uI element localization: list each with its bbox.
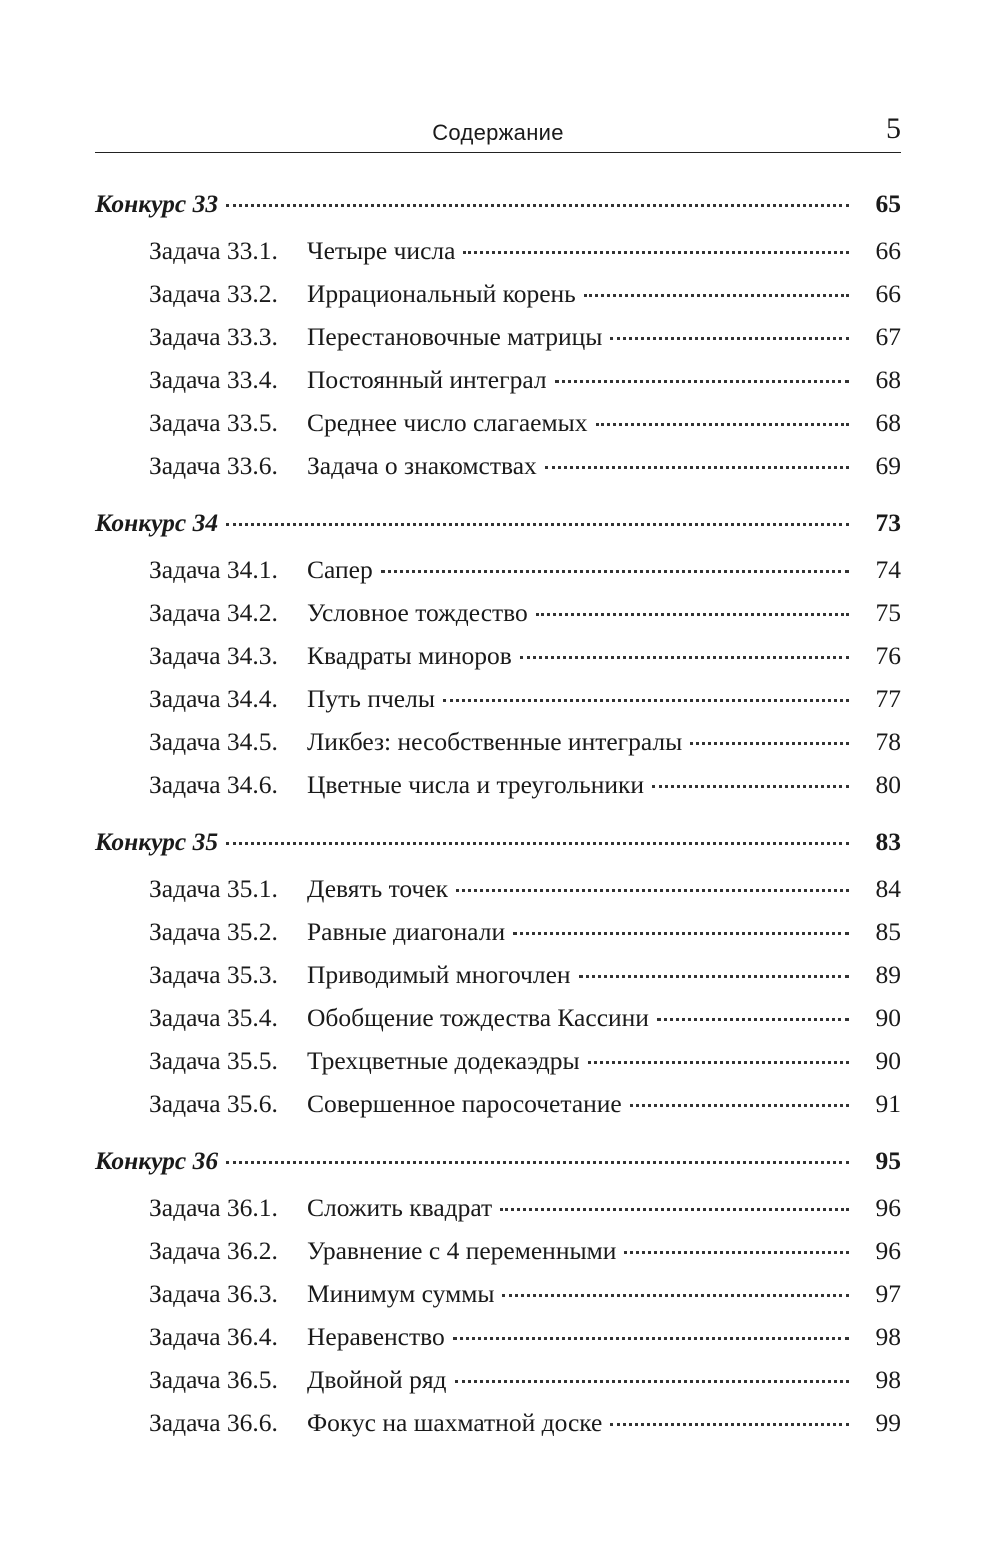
problem-number: Задача 34.3. (149, 641, 278, 670)
page-ref: 90 (875, 1003, 901, 1032)
problem-number: Задача 36.1. (149, 1193, 278, 1222)
problem-number: Задача 33.6. (149, 451, 278, 480)
dot-leader (500, 1208, 849, 1211)
dot-leader (652, 785, 849, 788)
problem-number: Задача 33.1. (149, 236, 278, 265)
page-ref: 68 (875, 365, 901, 394)
problem-number: Задача 36.2. (149, 1236, 278, 1265)
toc-entry[interactable] (149, 914, 901, 950)
toc-contest[interactable] (95, 505, 901, 541)
problem-number: Задача 36.3. (149, 1279, 278, 1308)
dot-leader (453, 1337, 849, 1340)
dot-leader (536, 613, 849, 616)
problem-number: Задача 35.5. (149, 1046, 278, 1075)
problem-title: Иррациональный корень (307, 279, 576, 308)
dot-leader (455, 1380, 849, 1383)
page-ref: 96 (875, 1193, 901, 1222)
toc-entry[interactable] (149, 319, 901, 355)
problem-title: Квадраты миноров (307, 641, 512, 670)
page-number: 5 (886, 112, 901, 145)
problem-number: Задача 35.4. (149, 1003, 278, 1032)
toc-entry[interactable] (149, 1233, 901, 1269)
toc-entry[interactable] (149, 276, 901, 312)
page-ref: 77 (875, 684, 901, 713)
problem-title: Сапер (307, 555, 373, 584)
problem-number: Задача 35.2. (149, 917, 278, 946)
problem-title: Приводимый многочлен (307, 960, 571, 989)
page-ref: 83 (875, 827, 901, 856)
toc-entry[interactable] (149, 233, 901, 269)
problem-title: Среднее число слагаемых (307, 408, 588, 437)
dot-leader (657, 1018, 849, 1021)
toc-entry[interactable] (149, 1405, 901, 1441)
problem-title: Двойной ряд (307, 1365, 447, 1394)
toc-entry[interactable] (149, 1000, 901, 1036)
problem-number: Задача 35.1. (149, 874, 278, 903)
page-ref: 95 (875, 1146, 901, 1175)
toc-entry[interactable] (149, 1362, 901, 1398)
page-ref: 73 (875, 508, 901, 537)
page-ref: 66 (875, 236, 901, 265)
problem-number: Задача 34.2. (149, 598, 278, 627)
problem-title: Четыре числа (307, 236, 456, 265)
problem-title: Ликбез: несобственные интегралы (307, 727, 683, 756)
dot-leader (456, 889, 849, 892)
page-ref: 76 (875, 641, 901, 670)
toc-entry[interactable] (149, 767, 901, 803)
page-ref: 78 (875, 727, 901, 756)
dot-leader (226, 842, 849, 845)
dot-leader (545, 466, 849, 469)
dot-leader (226, 204, 849, 207)
problem-title: Постоянный интеграл (307, 365, 547, 394)
dot-leader (226, 1161, 849, 1164)
toc-contest[interactable] (95, 1143, 901, 1179)
problem-number: Задача 33.4. (149, 365, 278, 394)
problem-number: Задача 35.3. (149, 960, 278, 989)
contest-title: Конкурс 35 (95, 827, 219, 856)
dot-leader (443, 699, 849, 702)
page-ref: 68 (875, 408, 901, 437)
dot-leader (610, 1423, 849, 1426)
dot-leader (555, 380, 849, 383)
problem-number: Задача 34.1. (149, 555, 278, 584)
dot-leader (584, 294, 849, 297)
toc-entry[interactable] (149, 681, 901, 717)
problem-number: Задача 35.6. (149, 1089, 278, 1118)
toc-entry[interactable] (149, 1043, 901, 1079)
page-ref: 80 (875, 770, 901, 799)
dot-leader (381, 570, 849, 573)
problem-title: Девять точек (307, 874, 449, 903)
toc-entry[interactable] (149, 448, 901, 484)
problem-number: Задача 36.4. (149, 1322, 278, 1351)
dot-leader (630, 1104, 849, 1107)
problem-title: Условное тождество (307, 598, 528, 627)
problem-title: Перестановочные матрицы (307, 322, 603, 351)
page-ref: 99 (875, 1408, 901, 1437)
dot-leader (502, 1294, 849, 1297)
page-ref: 69 (875, 451, 901, 480)
running-head (95, 112, 901, 153)
problem-number: Задача 36.6. (149, 1408, 278, 1437)
dot-leader (520, 656, 849, 659)
problem-number: Задача 33.5. (149, 408, 278, 437)
dot-leader (463, 251, 849, 254)
page-ref: 98 (875, 1322, 901, 1351)
problem-number: Задача 33.3. (149, 322, 278, 351)
dot-leader (588, 1061, 849, 1064)
dot-leader (624, 1251, 849, 1254)
dot-leader (579, 975, 849, 978)
problem-title: Минимум суммы (307, 1279, 495, 1308)
toc-entry[interactable] (149, 552, 901, 588)
problem-title: Уравнение с 4 переменными (307, 1236, 617, 1265)
toc-entry[interactable] (149, 595, 901, 631)
contest-title: Конкурс 33 (95, 189, 219, 218)
toc-entry[interactable] (149, 957, 901, 993)
toc-entry[interactable] (149, 1319, 901, 1355)
dot-leader (690, 742, 849, 745)
toc-contest[interactable] (95, 186, 901, 222)
page-ref: 91 (875, 1089, 901, 1118)
contest-title: Конкурс 36 (95, 1146, 219, 1175)
problem-title: Цветные числа и треугольники (307, 770, 645, 799)
page-ref: 85 (875, 917, 901, 946)
problem-number: Задача 36.5. (149, 1365, 278, 1394)
page-ref: 74 (875, 555, 901, 584)
dot-leader (610, 337, 849, 340)
toc-entry[interactable] (149, 871, 901, 907)
toc-entry[interactable] (149, 362, 901, 398)
toc-entry[interactable] (149, 1086, 901, 1122)
dot-leader (513, 932, 849, 935)
problem-title: Сложить квадрат (307, 1193, 493, 1222)
page-ref: 98 (875, 1365, 901, 1394)
page-ref: 97 (875, 1279, 901, 1308)
problem-title: Неравенство (307, 1322, 445, 1351)
problem-number: Задача 33.2. (149, 279, 278, 308)
problem-title: Путь пчелы (307, 684, 435, 713)
page-ref: 96 (875, 1236, 901, 1265)
toc-entry[interactable] (149, 638, 901, 674)
problem-number: Задача 34.5. (149, 727, 278, 756)
problem-number: Задача 34.4. (149, 684, 278, 713)
page-ref: 89 (875, 960, 901, 989)
problem-title: Равные диагонали (307, 917, 506, 946)
problem-number: Задача 34.6. (149, 770, 278, 799)
contest-title: Конкурс 34 (95, 508, 219, 537)
page-ref: 90 (875, 1046, 901, 1075)
dot-leader (596, 423, 850, 426)
problem-title: Совершенное паросочетание (307, 1089, 622, 1118)
page-title: Содержание (432, 120, 564, 145)
problem-title: Обобщение тождества Кассини (307, 1003, 649, 1032)
problem-title: Фокус на шахматной доске (307, 1408, 603, 1437)
page-ref: 65 (875, 189, 901, 218)
page-ref: 67 (875, 322, 901, 351)
toc-entry[interactable] (149, 1276, 901, 1312)
problem-title: Задача о знакомствах (307, 451, 537, 480)
toc-entry[interactable] (149, 405, 901, 441)
page-ref: 75 (875, 598, 901, 627)
page-ref: 84 (875, 874, 901, 903)
toc-contest[interactable] (95, 824, 901, 860)
dot-leader (226, 523, 849, 526)
toc-entry[interactable] (149, 724, 901, 760)
page-ref: 66 (875, 279, 901, 308)
toc-entry[interactable] (149, 1190, 901, 1226)
problem-title: Трехцветные додекаэдры (307, 1046, 580, 1075)
